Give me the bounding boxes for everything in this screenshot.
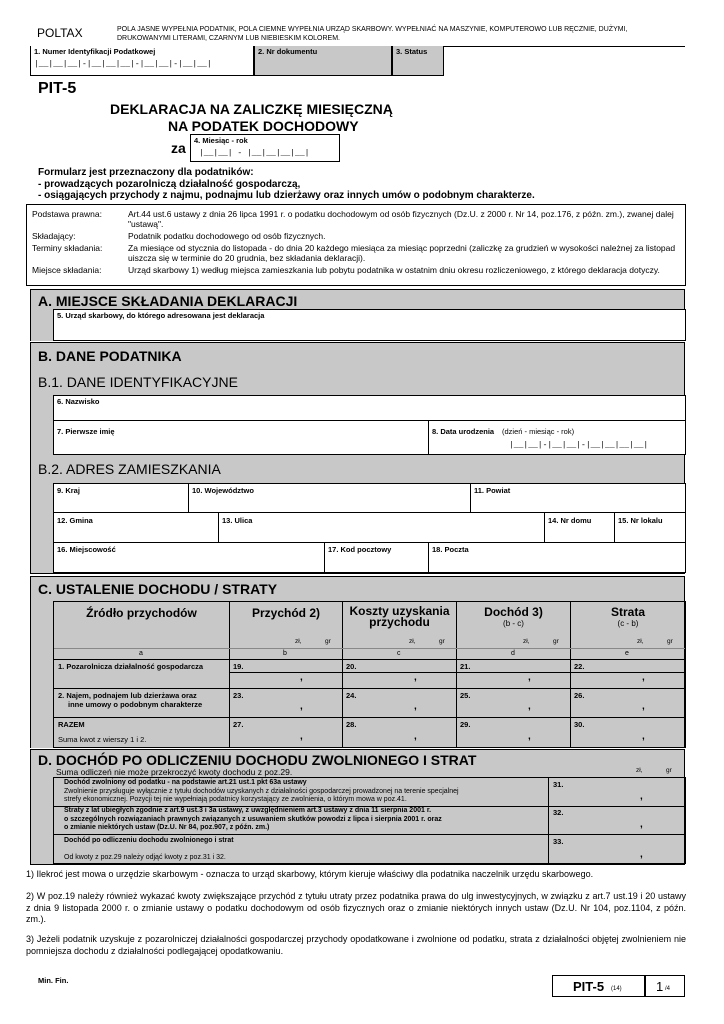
status-field [392, 46, 444, 76]
nip-field[interactable] [30, 46, 254, 76]
gr-hint-e: gr [667, 638, 673, 645]
field-20[interactable]: 20. [346, 662, 357, 671]
country-label: 9. Kraj [57, 486, 80, 495]
nip-ticks: |__|__|__|-|__|__|__|-|__|__|-|__|__| [34, 60, 212, 69]
gr-hint-b: gr [325, 638, 331, 645]
nip-label: 1. Numer Identyfikacji Podatkowej [34, 47, 156, 56]
field-28[interactable]: 28. [346, 720, 357, 729]
municipality-field[interactable] [53, 513, 219, 543]
municipality-label: 12. Gmina [57, 516, 93, 525]
footnote-2: 2) W poz.19 należy również wykazać kwoty zwiększające przychód z tytułu utraty przez podatnika prawa do ulg inwestycyjnych, w związku z art.7 ust.19 i 20 ustawy z dnia 9 listopada 2000 r. o zmianie ustawy o podatku dochodowym od osób fizycznych oraz o zmianie niektórych innych ustaw (Dz.U. Nr 104, poz.1104, z późn. zm.). [26, 891, 686, 924]
letter-a: a [139, 650, 143, 657]
col-loss [571, 606, 685, 630]
tax-office-label: 5. Urząd skarbowy, do którego adresowana jest deklaracja [57, 311, 265, 320]
field-30[interactable]: 30. [574, 720, 585, 729]
page-total: /4 [665, 986, 671, 992]
surname-field[interactable] [53, 395, 686, 421]
place-label: Miejsce składania: [32, 265, 102, 275]
intended-intro: Formularz jest przeznaczony dla podatników: [38, 167, 254, 178]
first-name-field[interactable] [53, 421, 429, 455]
page-current: 1 [656, 979, 664, 994]
row3-label-cont: Suma kwot z wierszy 1 i 2. [58, 735, 147, 744]
section-a-title: A. MIEJSCE SKŁADANIA DEKLARACJI [38, 293, 298, 309]
prior-losses-text1: Straty z lat ubiegłych zgodnie z art.9 ust.3 i 3a ustawy, z uwzględnieniem art.3 ustawy z dnia 11 sierpnia 2001 r. [64, 807, 432, 814]
month-year-label: 4. Miesiąc - rok [194, 136, 248, 145]
house-number-label: 14. Nr domu [548, 516, 592, 525]
intended-for [38, 167, 535, 202]
prior-losses-desc [64, 807, 442, 833]
filer-label: Składający: [32, 231, 76, 241]
gr-hint-c: gr [439, 638, 445, 645]
birth-date-ticks: |__|__|-|__|__|-|__|__|__|__| [509, 441, 649, 450]
section-c-title: C. USTALENIE DOCHODU / STRATY [38, 581, 278, 597]
tax-office-field[interactable] [53, 309, 686, 341]
form-code: PIT-5 [38, 80, 77, 97]
flat-number-field[interactable] [615, 513, 686, 543]
prior-losses-text2: o szczególnych rozwiązaniach prawnych związanych z usuwaniem skutków powodzi z lipca i sierpnia 2001 r. oraz [64, 815, 442, 823]
city-label: 16. Miejscowość [57, 545, 116, 554]
section-b2-title: B.2. ADRES ZAMIESZKANIA [38, 461, 221, 477]
street-field[interactable] [219, 513, 545, 543]
info-box [26, 204, 686, 286]
prior-losses-text3: o zmianie niektórych ustaw (Dz.U. Nr 84, poz.907, z późn. zm.) [64, 824, 270, 831]
form-title-line1: DEKLARACJA NA ZALICZKĘ MIESIĘCZNĄ [110, 101, 393, 117]
row2-label-cell [54, 689, 229, 717]
net-income-text: Od kwoty z poz.29 należy odjąć kwoty z poz.31 i 32. [64, 854, 226, 861]
col-costs [343, 606, 456, 628]
header-instructions: POLA JASNE WYPEŁNIA PODATNIK, POLA CIEMNE WYPEŁNIA URZĄD SKARBOWY. WYPEŁNIAĆ NA MASZYNIE, KOMPUTEROWO LUB RĘCZNIE, DUŻYMI, DRUKOWANYMI LITERAMI, CZARNYM LUB NIEBIESKIM KOLOREM. [117, 26, 628, 42]
footer-code: PIT-5 [573, 979, 605, 994]
birth-date-label: 8. Data urodzenia [432, 427, 495, 436]
month-year-ticks: |__|__| - |__|__|__|__| [199, 149, 310, 158]
table-row: 1. Pozarolnicza działalność gospodarcza 19. 20. 21. 22. , , , , [53, 659, 686, 689]
d-gr-hint: gr [666, 767, 672, 774]
section-d-title: D. DOCHÓD PO ODLICZENIU DOCHODU ZWOLNIONEGO I STRAT [38, 752, 477, 768]
zl-hint-e: zł, [637, 638, 644, 645]
footer-form-code [552, 975, 645, 997]
field-29[interactable]: 29. [460, 720, 471, 729]
first-name-label: 7. Pierwsze imię [57, 427, 115, 436]
postal-code-field[interactable] [325, 543, 429, 573]
birth-date-field[interactable] [429, 421, 686, 455]
intended-item-2: - osiągających przychody z najmu, podnajmu lub dzierżawy oraz innych umów o podobnym charakterze. [38, 190, 535, 201]
row1-label: 1. Pozarolnicza działalność gospodarcza [58, 662, 204, 671]
col-loss-title: Strata [610, 605, 645, 619]
section-c [30, 576, 685, 748]
field-33[interactable]: 33. [553, 837, 564, 846]
surname-label: 6. Nazwisko [57, 397, 100, 406]
place-text: Urząd skarbowy 1) według miejsca zamieszkania lub pobytu podatnika w ostatnim dniu okresu rozliczeniowego, z którego deklaracja dotyczy. [128, 265, 660, 275]
document-number-label: 2. Nr dokumentu [258, 47, 318, 56]
letter-e: e [625, 650, 629, 657]
exempt-income-desc [64, 779, 459, 805]
intended-item-1: - prowadzących pozarolniczą działalność gospodarczą, [38, 178, 301, 190]
row2-label: 2. Najem, podnajem lub dzierżawa oraz [58, 691, 197, 700]
form-title-line2: NA PODATEK DOCHODOWY [168, 118, 359, 134]
col-profit-title: Dochód 3) [484, 605, 543, 619]
footnote-3: 3) Jeżeli podatnik uzyskuje z pozarolniczej działalności gospodarczej przychody opodatkowane i zwolnione od podatku, strata z działalności objętej zwolnieniem nie pomniejsza dochodu z działalności podlegającej opodatkowaniu. [26, 934, 686, 956]
col-loss-sub: (c - b) [617, 619, 639, 628]
legal-basis-label: Podstawa prawna: [32, 209, 102, 219]
table-row: RAZEM Suma kwot z wierszy 1 i 2. 27. 28. 29. 30. , , , , [53, 717, 686, 748]
month-year-field[interactable] [190, 134, 340, 162]
letter-d: d [511, 650, 515, 657]
filer-text: Podatnik podatku dochodowego od osób fizycznych. [128, 231, 326, 241]
section-d [30, 749, 685, 865]
col-income: Przychód 2) [251, 606, 320, 620]
country-field[interactable] [53, 483, 189, 513]
section-b [30, 342, 685, 574]
field-23[interactable]: 23. [233, 691, 244, 700]
post-office-field[interactable] [429, 543, 686, 573]
field-32[interactable]: 32. [553, 808, 564, 817]
deadline-label: Terminy składania: [32, 243, 103, 253]
col-profit-sub: (b - c) [503, 619, 524, 628]
field-19[interactable]: 19. [233, 662, 244, 671]
voivodeship-label: 10. Województwo [192, 486, 254, 495]
section-b1-title: B.1. DANE IDENTYFIKACYJNE [38, 374, 238, 390]
footer-version: (14) [611, 986, 622, 992]
flat-number-label: 15. Nr lokalu [618, 516, 663, 525]
exempt-income-text2: strefy ekonomicznej. Pozycji tej nie wypełniają podatnicy korzystający ze zwolnienia, o którym mowa w poz.41. [64, 796, 407, 803]
field-31[interactable]: 31. [553, 780, 564, 789]
row2-label-cont: inne umowy o podobnym charakterze [68, 700, 203, 709]
page-number [645, 975, 685, 997]
legal-basis-text: Art.44 ust.6 ustawy z dnia 26 lipca 1991 r. o podatku dochodowym od osób fizycznych (Dz.U. z 2000 r. Nr 14, poz.176, z późn. zm.), zwanej dalej "ustawą". [128, 209, 674, 229]
d-zl-hint: zł, [636, 767, 643, 774]
col-profit [457, 606, 570, 630]
field-21[interactable]: 21. [460, 662, 471, 671]
deductions-table: Dochód zwolniony od podatku - na podstawie art.21 ust.1 pkt 63a ustawy Zwolnienie przysługuje wyłącznie z tytułu dochodów uzyskanych z działalności gospodarczej prowadzonej na terenie specjalnej strefy ekonomicznej. Pozycji tej nie wypełniają podatnicy korzystający ze zwolnienia, o którym mowa w poz.41. 31. , Straty z lat ubiegłych zgodnie z art.9 ust.3 i 3a ustawy, z uwzględnieniem art.3 ustawy z dnia 11 sierpnia 2001 r. o szczególnych rozwiązaniach prawnych związanych z usuwaniem skutków powodzi z lipca i sierpnia 2001 r. oraz o zmianie niektórych ustaw (Dz.U. Nr 84, poz.907, z późn. zm.) 32. , Dochód po odliczeniu dochodu zwolnionego i strat Od kwoty z poz.29 należy odjąć kwoty z poz.31 i 32. 33. , [53, 777, 686, 864]
postal-code-label: 17. Kod pocztowy [328, 545, 392, 554]
row3-label-cell [54, 718, 229, 747]
section-d-subtitle: Suma odliczeń nie może przekroczyć kwoty dochodu z poz.29. [56, 767, 293, 777]
field-22[interactable]: 22. [574, 662, 585, 671]
exempt-income-title: Dochód zwolniony od podatku - na podstawie art.21 ust.1 pkt 63a ustawy [64, 779, 307, 786]
section-b-title: B. DANE PODATNIKA [38, 348, 182, 364]
brand-name: POLTAX [37, 26, 83, 40]
section-a [30, 289, 685, 341]
letter-c: c [397, 650, 401, 657]
col-costs-line2: przychodu [369, 615, 430, 629]
field-25[interactable]: 25. [460, 691, 471, 700]
deadline-text: Za miesiące od stycznia do listopada - do dnia 20 każdego miesiąca za miesiąc poprzedni (zaliczkę za grudzień w wysokości należnej za listopad uiszcza się w terminie do 20 grudnia, bez składania deklaracji). [128, 243, 676, 263]
letter-b: b [283, 650, 287, 657]
zl-hint-c: zł, [409, 638, 416, 645]
post-office-label: 18. Poczta [432, 545, 469, 554]
net-income-desc [64, 836, 234, 862]
city-field[interactable] [53, 543, 325, 573]
voivodeship-field[interactable] [189, 483, 471, 513]
field-24[interactable]: 24. [346, 691, 357, 700]
document-number-field [254, 46, 392, 76]
house-number-field[interactable] [545, 513, 615, 543]
issuer: Min. Fin. [38, 976, 69, 985]
county-field[interactable] [471, 483, 686, 513]
status-label: 3. Status [396, 47, 428, 56]
net-income-title: Dochód po odliczeniu dochodu zwolnionego i strat [64, 837, 234, 844]
field-26[interactable]: 26. [574, 691, 585, 700]
birth-date-hint: (dzień - miesiąc - rok) [502, 427, 575, 436]
field-27[interactable]: 27. [233, 720, 244, 729]
zl-hint-d: zł, [523, 638, 530, 645]
zl-hint-b: zł, [295, 638, 302, 645]
footnote-1: 1) Ilekroć jest mowa o urzędzie skarbowym - oznacza to urząd skarbowy, którym kieruje właściwy dla podatnika naczelnik urzędu skarbowego. [26, 869, 594, 879]
gr-hint-d: gr [553, 638, 559, 645]
row1-label-cell [54, 660, 229, 688]
za-label: za [171, 140, 186, 156]
col-costs-line1: Koszty uzyskania [349, 604, 450, 618]
exempt-income-text1: Zwolnienie przysługuje wyłącznie z tytułu dochodów uzyskanych z działalności gospodarczej prowadzonej na terenie specjalnej [64, 787, 459, 795]
street-label: 13. Ulica [222, 516, 253, 525]
col-source: Źródło przychodów [86, 606, 197, 620]
table-row: 2. Najem, podnajem lub dzierżawa oraz inne umowy o podobnym charakterze 23. 24. 25. 26. , , , , [53, 688, 686, 718]
county-label: 11. Powiat [474, 486, 511, 495]
row3-label: RAZEM [58, 720, 85, 729]
